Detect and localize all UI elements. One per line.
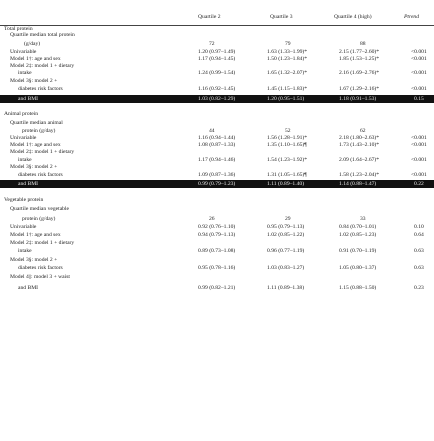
table-cell: diabetes risk factors — [18, 86, 63, 92]
table-cell: Model 3§: model 2 + — [10, 164, 58, 170]
table-cell: 2.09 (1.64–2.67)* — [339, 157, 380, 163]
table-cell: diabetes risk factors — [18, 265, 63, 271]
table-header — [0, 14, 434, 22]
table-cell: 2.15 (1.77–2.60)* — [339, 49, 380, 55]
table-cell: and BMI — [18, 285, 39, 291]
table-cell: 26 — [209, 216, 215, 222]
table-cell: 1.24 (0.99–1.54) — [198, 70, 236, 76]
table-cell: 1.16 (0.94–1.44) — [198, 135, 236, 141]
table-cell: Model 3§: model 2 + — [10, 78, 58, 84]
header-ptrend: Ptrend — [404, 14, 420, 20]
table-cell: <0.001 — [411, 86, 427, 92]
table-cell: intake — [18, 157, 32, 163]
table-cell: 0.63 — [414, 265, 424, 271]
table-cell: 2.16 (1.69–2.76)* — [339, 70, 380, 76]
table-cell: 1.15 (0.88–1.50) — [339, 285, 377, 291]
table-cell: <0.001 — [411, 56, 427, 62]
table-cell: 0.63 — [414, 248, 424, 254]
table-cell: 1.45 (1.15–1.83)* — [267, 86, 308, 92]
table-cell: 1.67 (1.29–2.16)* — [339, 86, 380, 92]
table-cell: 1.85 (1.53–1.25)* — [339, 56, 380, 62]
table-cell: 1.02 (0.85–1.23) — [339, 232, 377, 238]
table-cell: 1.17 (0.94–1.46) — [198, 157, 236, 163]
table-cell: Quartile median animal — [10, 120, 63, 126]
table-cell: 88 — [360, 41, 366, 47]
table-cell: <0.001 — [411, 157, 427, 163]
table-cell: 0.91 (0.70–1.19) — [339, 248, 377, 254]
table-cell: 0.22 — [414, 181, 424, 187]
table-cell: 1.63 (1.33–1.99)* — [267, 49, 308, 55]
table-cell: 0.96 (0.77–1.19) — [267, 248, 305, 254]
table-cell: 1.02 (0.85–1.22) — [267, 232, 305, 238]
table-cell: Univariable — [10, 49, 37, 55]
table-cell: 1.08 (0.87–1.33) — [198, 142, 236, 148]
table-cell: intake — [18, 248, 32, 254]
table-cell: Model 4||: model 3 + waist — [10, 274, 70, 280]
table-cell: Model 1†: age and sex — [10, 142, 61, 148]
table-cell: 0.84 (0.70–1.01) — [339, 224, 377, 230]
table-cell: and BMI — [18, 96, 39, 102]
table-cell: 1.11 (0.89–1.38) — [267, 285, 305, 291]
table-cell: 0.64 — [414, 232, 424, 238]
table-cell: 1.17 (0.94–1.45) — [198, 56, 236, 62]
table-cell: 0.89 (0.73–1.08) — [198, 248, 236, 254]
table-cell: and BMI — [18, 181, 39, 187]
table-cell: 62 — [360, 128, 366, 134]
table-cell: 0.99 (0.82–1.21) — [198, 285, 236, 291]
header-rule — [0, 25, 434, 26]
table-cell: 0.15 — [414, 96, 424, 102]
table-cell: Model 1†: age and sex — [10, 232, 61, 238]
table-cell: diabetes risk factors — [18, 172, 63, 178]
table-cell: <0.001 — [411, 49, 427, 55]
section-title-total: Total protein — [4, 26, 33, 32]
table-cell: Univariable — [10, 135, 37, 141]
table-cell: protein (g/day) — [22, 216, 56, 222]
table-cell: intake — [18, 70, 32, 76]
table-cell: 0.95 (0.78–1.16) — [198, 265, 236, 271]
table-cell: 29 — [285, 216, 291, 222]
table-cell: 1.73 (1.43–2.10)* — [339, 142, 380, 148]
table-cell: 1.31 (1.05–1.65)¶ — [267, 172, 307, 178]
table-cell: 1.09 (0.87–1.36) — [198, 172, 236, 178]
table-cell: Model 1†: age and sex — [10, 56, 61, 62]
table-cell: <0.001 — [411, 172, 427, 178]
table-cell: 1.65 (1.32–2.07)* — [267, 70, 308, 76]
table-cell: 1.03 (0.83–1.27) — [267, 265, 305, 271]
section-title-vegetable: Vegetable protein — [4, 197, 44, 203]
table-cell: 79 — [285, 41, 291, 47]
table-cell: 0.99 (0.79–1.23) — [198, 181, 236, 187]
table-cell: 0.94 (0.79–1.13) — [198, 232, 236, 238]
table-cell: Model 2‡: model 1 + dietary — [10, 240, 75, 246]
table-cell: 1.35 (1.10–1.65)¶ — [267, 142, 307, 148]
highlighted-row-total — [0, 95, 434, 103]
table-cell: 1.16 (0.92–1.45) — [198, 86, 236, 92]
table-cell: <0.001 — [411, 142, 427, 148]
table-cell: 1.11 (0.89–1.40) — [267, 181, 305, 187]
table-cell: Quartile median total protein — [10, 32, 75, 38]
table-cell: 0.10 — [414, 224, 424, 230]
table-cell: 1.50 (1.23–1.84)* — [267, 56, 308, 62]
table-cell: <0.001 — [411, 70, 427, 76]
table-cell: 52 — [285, 128, 291, 134]
table-cell: 0.23 — [414, 285, 424, 291]
table-cell: <0.001 — [411, 135, 427, 141]
section-title-animal: Animal protein — [4, 111, 39, 117]
table-cell: 2.18 (1.80–2.63)* — [339, 135, 380, 141]
table-cell: Model 2‡: model 1 + dietary — [10, 63, 75, 69]
header-quartile-3: Quartile 3 — [270, 14, 293, 20]
table-cell: 1.54 (1.23–1.92)* — [267, 157, 308, 163]
table-cell: 1.14 (0.88–1.47) — [339, 181, 377, 187]
table-cell: 72 — [209, 41, 215, 47]
table-cell: (g/day) — [24, 41, 41, 47]
header-quartile-4: Quartile 4 (high) — [334, 14, 372, 20]
table-cell: 44 — [209, 128, 215, 134]
table-cell: Univariable — [10, 224, 37, 230]
table-cell: 0.95 (0.79–1.13) — [267, 224, 305, 230]
table-cell: 1.58 (1.23–2.04)* — [339, 172, 380, 178]
table-cell: 1.20 (0.97–1.49) — [198, 49, 236, 55]
table-cell: Quartile median vegetable — [10, 206, 70, 212]
table-cell: 0.92 (0.76–1.10) — [198, 224, 236, 230]
table-cell: protein (g/day) — [22, 128, 56, 134]
table-cell: 1.05 (0.80–1.37) — [339, 265, 377, 271]
table-cell: 1.20 (0.95–1.51) — [267, 96, 305, 102]
table-cell: 33 — [360, 216, 366, 222]
table-cell: Model 2‡: model 1 + dietary — [10, 149, 75, 155]
table-cell: 1.18 (0.91–1.53) — [339, 96, 377, 102]
highlighted-row-animal — [0, 180, 434, 188]
table-cell: 1.03 (0.82–1.29) — [198, 96, 236, 102]
header-quartile-2: Quartile 2 — [198, 14, 221, 20]
table-cell: 1.56 (1.28–1.91)* — [267, 135, 308, 141]
table-cell: Model 3§: model 2 + — [10, 257, 58, 263]
